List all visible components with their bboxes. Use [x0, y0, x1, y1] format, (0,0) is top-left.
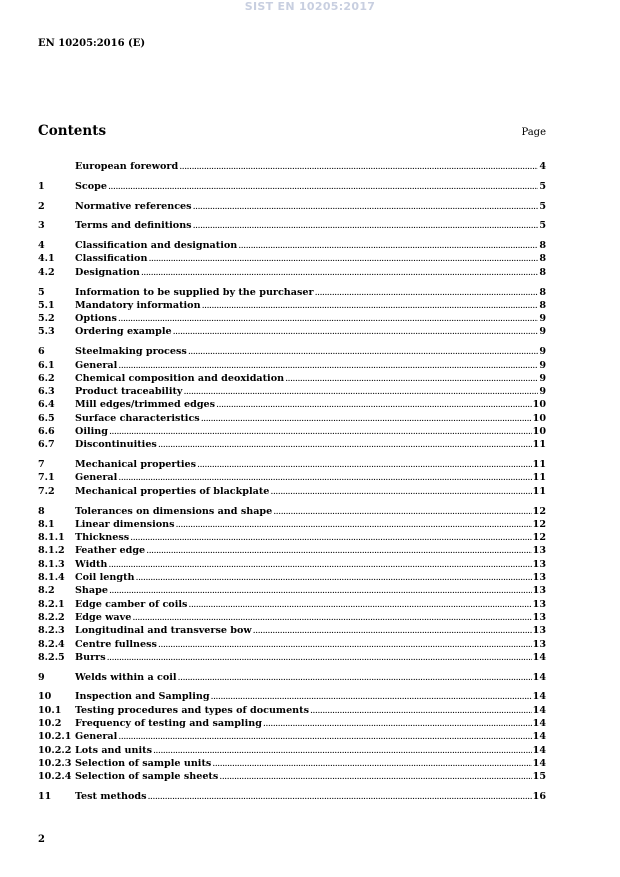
toc-entry-page: 10 [532, 412, 546, 424]
toc-entry[interactable] [38, 312, 546, 325]
toc-entry[interactable] [38, 584, 546, 597]
toc-entry-page: 13 [532, 572, 546, 584]
toc-entry[interactable] [38, 180, 546, 193]
toc-entry-page: 10 [532, 399, 546, 411]
toc-entry-number: 8.1.1 [38, 532, 65, 544]
toc-leader-dots [178, 671, 532, 684]
toc-entry[interactable] [38, 598, 546, 611]
toc-entry[interactable] [38, 730, 546, 743]
toc-leader-dots [310, 704, 532, 717]
toc-entry-number: 6.2 [38, 372, 55, 384]
toc-leader-dots [238, 239, 538, 252]
toc-leader-dots [173, 325, 539, 338]
toc-entry[interactable] [38, 638, 546, 651]
toc-entry-page: 5 [539, 180, 546, 192]
toc-entry-title: Edge camber of coils [75, 598, 188, 610]
toc-group [38, 219, 546, 232]
toc-entry-title: Chemical composition and deoxidation [75, 372, 285, 384]
watermark: SIST EN 10205:2017 [244, 0, 376, 13]
toc-entry-number: 7.2 [38, 485, 55, 497]
toc-entry-page: 9 [539, 346, 546, 358]
toc-entry[interactable] [38, 438, 546, 451]
toc-leader-dots [212, 757, 531, 770]
toc-entry-title: Feather edge [75, 545, 146, 557]
toc-entry-title: Oiling [75, 426, 108, 438]
toc-entry-number: 6.4 [38, 399, 55, 411]
toc-leader-dots [148, 252, 538, 265]
toc-leader-dots [183, 385, 538, 398]
toc-leader-dots [158, 438, 532, 451]
toc-leader-dots [202, 299, 539, 312]
toc-entry-number: 4.1 [38, 253, 55, 265]
toc-entry-title: Ordering example [75, 326, 172, 338]
toc-entry[interactable] [38, 671, 546, 684]
toc-entry[interactable] [38, 544, 546, 557]
toc-entry[interactable] [38, 239, 546, 252]
toc-leader-dots [211, 690, 532, 703]
toc-entry[interactable] [38, 425, 546, 438]
toc-group [38, 239, 546, 279]
toc-entry-page: 9 [539, 313, 546, 325]
toc-entry-page: 5 [539, 200, 546, 212]
toc-leader-dots [193, 219, 539, 232]
toc-entry[interactable] [38, 518, 546, 531]
toc-leader-dots [216, 398, 532, 411]
toc-entry-number: 6.6 [38, 426, 55, 438]
toc-entry-title: Thickness [75, 532, 130, 544]
toc-entry-title: Width [75, 558, 108, 570]
toc-entry-number: 5.3 [38, 326, 55, 338]
toc-entry-number: 10.2.2 [38, 744, 72, 756]
toc-entry[interactable] [38, 770, 546, 783]
toc-entry-page: 13 [532, 558, 546, 570]
toc-leader-dots [285, 372, 538, 385]
toc-entry-page: 11 [532, 485, 546, 497]
toc-entry-title: Product traceability [75, 386, 183, 398]
document-id: EN 10205:2016 (E) [38, 38, 146, 49]
toc-entry-page: 14 [532, 704, 546, 716]
toc-group [38, 458, 546, 498]
toc-entry-title: Mechanical properties [75, 459, 197, 471]
toc-leader-dots [197, 458, 532, 471]
toc-entry-number: 8.1.4 [38, 572, 65, 584]
toc-entry-number: 5.1 [38, 299, 55, 311]
toc-leader-dots [193, 200, 539, 213]
toc-leader-dots [158, 638, 532, 651]
toc-entry-title: Options [75, 313, 117, 325]
toc-entry-title: Burrs [75, 651, 106, 663]
toc-entry-page: 14 [532, 651, 546, 663]
toc-entry-page: 8 [539, 266, 546, 278]
toc-entry-number: 8.1.3 [38, 558, 65, 570]
page-column-label: Page [521, 127, 546, 138]
toc-entry-title: Inspection and Sampling [75, 691, 210, 703]
toc-entry-number: 2 [38, 200, 45, 212]
toc-entry-page: 13 [532, 611, 546, 623]
toc-leader-dots [188, 598, 531, 611]
toc-entry-number: 4.2 [38, 266, 55, 278]
toc-entry[interactable] [38, 266, 546, 279]
toc-entry-page: 15 [532, 771, 546, 783]
toc-entry[interactable] [38, 398, 546, 411]
toc-entry-number: 6.3 [38, 386, 55, 398]
toc-entry-title: Welds within a coil [75, 671, 177, 683]
toc-entry-page: 11 [532, 459, 546, 471]
toc-leader-dots [147, 790, 531, 803]
toc-entry-number: 10.2.4 [38, 771, 72, 783]
toc-entry-page: 13 [532, 545, 546, 557]
toc-entry[interactable] [38, 558, 546, 571]
toc-entry-title: Lots and units [75, 744, 152, 756]
toc-leader-dots [108, 180, 538, 193]
toc-entry-title: Mandatory information [75, 299, 201, 311]
toc-entry-number: 10.2.1 [38, 731, 72, 743]
toc-entry-title: Classification [75, 253, 148, 265]
toc-entry[interactable] [38, 359, 546, 372]
toc-entry-page: 5 [539, 220, 546, 232]
toc-group [38, 200, 546, 213]
toc-entry-page: 10 [532, 426, 546, 438]
toc-entry-title: Discontinuities [75, 439, 157, 451]
toc-leader-dots [109, 584, 532, 597]
toc-entry-page: 9 [539, 326, 546, 338]
toc-entry-page: 13 [532, 638, 546, 650]
toc-leader-dots [109, 425, 532, 438]
toc-leader-dots [141, 266, 538, 279]
toc-entry-title: General [75, 359, 118, 371]
toc-leader-dots [118, 312, 538, 325]
toc-entry-number: 1 [38, 180, 45, 192]
toc-entry-title: General [75, 731, 118, 743]
toc-group [38, 160, 546, 173]
table-of-contents [38, 160, 546, 810]
toc-group [38, 180, 546, 193]
toc-entry-page: 13 [532, 598, 546, 610]
toc-entry-number: 8.2.1 [38, 598, 65, 610]
toc-entry-page: 14 [532, 757, 546, 769]
toc-entry-title: Normative references [75, 200, 192, 212]
toc-entry-number: 7.1 [38, 472, 55, 484]
toc-entry-number: 9 [38, 671, 45, 683]
toc-group [38, 690, 546, 783]
toc-entry-number: 8 [38, 505, 45, 517]
toc-entry-page: 8 [539, 253, 546, 265]
toc-entry-number: 8.2.3 [38, 625, 65, 637]
toc-leader-dots [107, 651, 532, 664]
toc-entry-number: 8.2.2 [38, 611, 65, 623]
toc-leader-dots [270, 485, 531, 498]
toc-entry-number: 11 [38, 790, 52, 802]
toc-entry-page: 9 [539, 386, 546, 398]
toc-entry[interactable] [38, 372, 546, 385]
toc-entry-number: 6.7 [38, 439, 55, 451]
toc-entry[interactable] [38, 690, 546, 703]
toc-entry-page: 11 [532, 472, 546, 484]
toc-entry-page: 4 [539, 161, 546, 172]
toc-leader-dots [130, 531, 532, 544]
toc-entry[interactable] [38, 611, 546, 624]
toc-leader-dots [175, 518, 531, 531]
toc-entry-page: 12 [532, 532, 546, 544]
toc-entry[interactable] [38, 790, 546, 803]
toc-entry-page: 16 [532, 790, 546, 802]
toc-entry-title: Tolerances on dimensions and shape [75, 505, 273, 517]
toc-entry-title: Coil length [75, 572, 135, 584]
toc-entry[interactable] [38, 325, 546, 338]
toc-entry[interactable] [38, 651, 546, 664]
toc-group [38, 345, 546, 451]
toc-entry-title: Test methods [75, 790, 147, 802]
toc-entry-page: 13 [532, 625, 546, 637]
toc-entry-number: 3 [38, 220, 45, 232]
toc-entry[interactable] [38, 704, 546, 717]
toc-entry[interactable] [38, 160, 546, 173]
toc-entry-number: 4 [38, 240, 45, 252]
toc-entry-title: Selection of sample sheets [75, 771, 219, 783]
toc-entry[interactable] [38, 485, 546, 498]
toc-leader-dots [118, 359, 538, 372]
toc-entry[interactable] [38, 286, 546, 299]
toc-entry-title: Information to be supplied by the purchaser [75, 286, 314, 298]
toc-entry-page: 14 [532, 717, 546, 729]
toc-entry[interactable] [38, 624, 546, 637]
toc-entry-page: 9 [539, 359, 546, 371]
toc-entry-number: 10.2 [38, 717, 62, 729]
toc-entry-page: 14 [532, 744, 546, 756]
toc-leader-dots [179, 160, 538, 173]
toc-entry-number: 10.1 [38, 704, 62, 716]
toc-entry[interactable] [38, 531, 546, 544]
toc-entry[interactable] [38, 571, 546, 584]
toc-entry-title: Mechanical properties of blackplate [75, 485, 270, 497]
toc-entry-title: Scope [75, 180, 107, 192]
toc-group [38, 790, 546, 803]
toc-leader-dots [263, 717, 532, 730]
toc-entry[interactable] [38, 299, 546, 312]
toc-leader-dots [253, 624, 532, 637]
toc-entry-title: Frequency of testing and sampling [75, 717, 262, 729]
toc-leader-dots [136, 571, 532, 584]
toc-entry-page: 11 [532, 439, 546, 451]
toc-entry-title: Terms and definitions [75, 220, 192, 232]
toc-leader-dots [153, 744, 532, 757]
contents-heading: Contents [38, 123, 107, 139]
toc-leader-dots [219, 770, 531, 783]
toc-entry-title: Centre fullness [75, 638, 157, 650]
toc-leader-dots [118, 471, 531, 484]
toc-entry[interactable] [38, 219, 546, 232]
toc-entry-title: European foreword [75, 161, 179, 172]
toc-entry-title: Longitudinal and transverse bow [75, 625, 252, 637]
toc-entry[interactable] [38, 744, 546, 757]
toc-leader-dots [118, 730, 531, 743]
toc-entry-title: Linear dimensions [75, 518, 175, 530]
toc-entry[interactable] [38, 200, 546, 213]
toc-entry-number: 8.1 [38, 518, 55, 530]
toc-entry-title: Testing procedures and types of documents [75, 704, 309, 716]
toc-entry-number: 5 [38, 286, 45, 298]
toc-entry-number: 8.1.2 [38, 545, 65, 557]
toc-entry-number: 6 [38, 346, 45, 358]
toc-entry-page: 8 [539, 286, 546, 298]
toc-entry-page: 14 [532, 731, 546, 743]
toc-entry-number: 7 [38, 459, 45, 471]
toc-entry[interactable] [38, 252, 546, 265]
toc-group [38, 286, 546, 339]
toc-entry-number: 10.2.3 [38, 757, 72, 769]
page-number: 2 [38, 834, 45, 845]
toc-entry-title: Steelmaking process [75, 346, 187, 358]
toc-entry-page: 13 [532, 585, 546, 597]
toc-leader-dots [201, 412, 532, 425]
toc-entry[interactable] [38, 757, 546, 770]
toc-leader-dots [108, 558, 531, 571]
toc-leader-dots [315, 286, 539, 299]
toc-entry-page: 8 [539, 240, 546, 252]
toc-entry[interactable] [38, 717, 546, 730]
toc-entry-number: 6.1 [38, 359, 55, 371]
toc-entry-page: 14 [532, 671, 546, 683]
toc-entry-title: Edge wave [75, 611, 132, 623]
toc-entry-page: 8 [539, 299, 546, 311]
toc-entry-title: Shape [75, 585, 108, 597]
toc-entry-title: Classification and designation [75, 240, 238, 252]
toc-entry[interactable] [38, 458, 546, 471]
toc-entry-page: 12 [532, 518, 546, 530]
toc-entry-number: 5.2 [38, 313, 55, 325]
toc-leader-dots [188, 345, 539, 358]
toc-entry-title: General [75, 472, 118, 484]
toc-entry-title: Surface characteristics [75, 412, 200, 424]
toc-entry-page: 9 [539, 372, 546, 384]
toc-group [38, 505, 546, 665]
toc-entry-number: 8.2.5 [38, 651, 65, 663]
toc-entry-title: Mill edges/trimmed edges [75, 399, 216, 411]
toc-leader-dots [146, 544, 532, 557]
toc-entry-title: Designation [75, 266, 140, 278]
toc-leader-dots [132, 611, 531, 624]
toc-entry-number: 10 [38, 691, 52, 703]
toc-group [38, 671, 546, 684]
toc-entry[interactable] [38, 412, 546, 425]
toc-entry-number: 8.2.4 [38, 638, 65, 650]
toc-entry[interactable] [38, 345, 546, 358]
toc-entry-page: 12 [532, 505, 546, 517]
toc-entry-number: 6.5 [38, 412, 55, 424]
toc-entry-page: 14 [532, 691, 546, 703]
toc-entry[interactable] [38, 505, 546, 518]
toc-entry[interactable] [38, 385, 546, 398]
toc-entry-number: 8.2 [38, 585, 55, 597]
toc-leader-dots [273, 505, 531, 518]
toc-entry[interactable] [38, 471, 546, 484]
toc-entry-title: Selection of sample units [75, 757, 212, 769]
